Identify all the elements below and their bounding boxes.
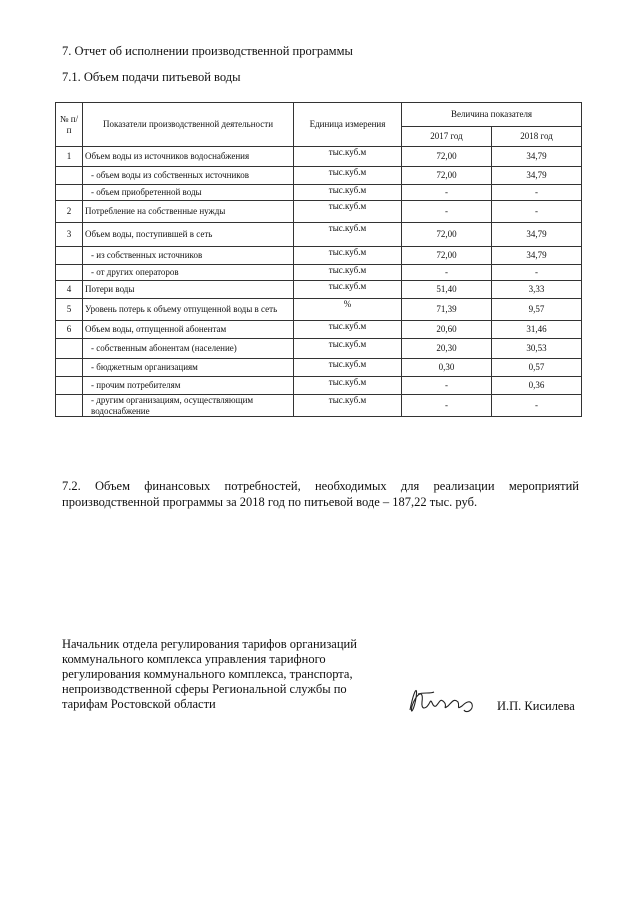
signatory-line: тарифам Ростовской области <box>62 697 216 711</box>
row-number <box>56 339 83 359</box>
row-value-2017: 71,39 <box>402 299 492 321</box>
row-indicator: Потребление на собственные нужды <box>83 201 294 223</box>
table-row <box>56 247 582 265</box>
row-value-2018: - <box>492 185 582 201</box>
table-row <box>56 185 582 201</box>
row-indicator: - объем воды из собственных источников <box>83 167 294 185</box>
row-value-2017: 72,00 <box>402 167 492 185</box>
row-value-2018: 30,53 <box>492 339 582 359</box>
table-row <box>56 339 582 359</box>
paragraph-line-1: 7.2. Объем финансовых потребностей, необходимых для реализации мероприятий <box>62 479 579 493</box>
row-number: 4 <box>56 281 83 299</box>
table-row <box>56 265 582 281</box>
table-row <box>56 201 582 223</box>
row-value-2017: - <box>402 185 492 201</box>
header-value: Величина показателя <box>402 103 582 127</box>
table-row <box>56 223 582 247</box>
header-2017: 2017 год <box>402 127 492 147</box>
signatory-line: регулирования коммунального комплекса, транспорта, <box>62 667 353 681</box>
row-number <box>56 185 83 201</box>
row-indicator: Объем воды, поступившей в сеть <box>83 223 294 247</box>
row-indicator: - от других операторов <box>83 265 294 281</box>
row-number <box>56 167 83 185</box>
row-value-2018: 31,46 <box>492 321 582 339</box>
row-value-2018: 9,57 <box>492 299 582 321</box>
row-unit: тыс.куб.м <box>294 223 402 247</box>
row-unit: тыс.куб.м <box>294 185 402 201</box>
table-row <box>56 167 582 185</box>
row-value-2018: - <box>492 201 582 223</box>
row-indicator: - собственным абонентам (население) <box>83 339 294 359</box>
row-value-2017: 51,40 <box>402 281 492 299</box>
financial-paragraph <box>62 478 579 510</box>
row-value-2017: 72,00 <box>402 247 492 265</box>
header-num: № п/п <box>56 103 83 147</box>
row-value-2017: 20,30 <box>402 339 492 359</box>
row-value-2017: 0,30 <box>402 359 492 377</box>
row-value-2018: - <box>492 265 582 281</box>
row-unit: тыс.куб.м <box>294 147 402 167</box>
row-unit: тыс.куб.м <box>294 377 402 395</box>
row-number: 5 <box>56 299 83 321</box>
row-number: 6 <box>56 321 83 339</box>
row-number <box>56 247 83 265</box>
row-indicator: - прочим потребителям <box>83 377 294 395</box>
row-unit: тыс.куб.м <box>294 321 402 339</box>
row-value-2017: - <box>402 395 492 417</box>
row-value-2018: 0,57 <box>492 359 582 377</box>
row-value-2017: - <box>402 377 492 395</box>
row-value-2018: 34,79 <box>492 223 582 247</box>
row-indicator: - из собственных источников <box>83 247 294 265</box>
row-unit: % <box>294 299 402 321</box>
row-value-2018: 34,79 <box>492 247 582 265</box>
row-indicator: - бюджетным организациям <box>83 359 294 377</box>
row-indicator: Уровень потерь к объему отпущенной воды в сеть <box>83 299 294 321</box>
row-number: 1 <box>56 147 83 167</box>
header-2018: 2018 год <box>492 127 582 147</box>
row-value-2017: - <box>402 201 492 223</box>
row-unit: тыс.куб.м <box>294 167 402 185</box>
row-indicator: - другим организациям, осуществляющим водоснабжение <box>83 395 294 417</box>
row-value-2017: 72,00 <box>402 147 492 167</box>
row-number <box>56 265 83 281</box>
row-number <box>56 395 83 417</box>
row-number <box>56 377 83 395</box>
signatory-line: Начальник отдела регулирования тарифов организаций <box>62 637 357 651</box>
subsection-heading: 7.1. Объем подачи питьевой воды <box>62 70 241 84</box>
row-number: 3 <box>56 223 83 247</box>
water-supply-table <box>55 102 582 417</box>
row-unit: тыс.куб.м <box>294 281 402 299</box>
row-value-2017: 20,60 <box>402 321 492 339</box>
row-unit: тыс.куб.м <box>294 265 402 281</box>
row-number <box>56 359 83 377</box>
table-row <box>56 147 582 167</box>
signatory-name: И.П. Кисилева <box>497 699 575 713</box>
row-value-2018: - <box>492 395 582 417</box>
header-indicator: Показатели производственной деятельности <box>83 103 294 147</box>
table-row <box>56 359 582 377</box>
row-indicator: Объем воды из источников водоснабжения <box>83 147 294 167</box>
table-row <box>56 321 582 339</box>
row-unit: тыс.куб.м <box>294 201 402 223</box>
handwritten-signature <box>404 680 484 720</box>
row-indicator: Потери воды <box>83 281 294 299</box>
section-heading: 7. Отчет об исполнении производственной программы <box>62 44 353 58</box>
row-indicator: - объем приобретенной воды <box>83 185 294 201</box>
row-unit: тыс.куб.м <box>294 359 402 377</box>
row-value-2018: 0,36 <box>492 377 582 395</box>
row-unit: тыс.куб.м <box>294 339 402 359</box>
row-value-2017: - <box>402 265 492 281</box>
row-number: 2 <box>56 201 83 223</box>
row-value-2018: 34,79 <box>492 167 582 185</box>
table-body <box>56 147 582 417</box>
paragraph-line-2: производственной программы за 2018 год по питьевой воде – 187,22 тыс. руб. <box>62 495 478 509</box>
table-row <box>56 281 582 299</box>
table-row <box>56 377 582 395</box>
row-value-2017: 72,00 <box>402 223 492 247</box>
row-value-2018: 34,79 <box>492 147 582 167</box>
signatory-title <box>62 637 392 712</box>
table-row <box>56 299 582 321</box>
row-value-2018: 3,33 <box>492 281 582 299</box>
signatory-line: непроизводственной сферы Региональной службы по <box>62 682 347 696</box>
signatory-line: коммунального комплекса управления тарифного <box>62 652 326 666</box>
row-indicator: Объем воды, отпущенной абонентам <box>83 321 294 339</box>
header-unit: Единица измерения <box>294 103 402 147</box>
table-row <box>56 395 582 417</box>
row-unit: тыс.куб.м <box>294 395 402 417</box>
row-unit: тыс.куб.м <box>294 247 402 265</box>
